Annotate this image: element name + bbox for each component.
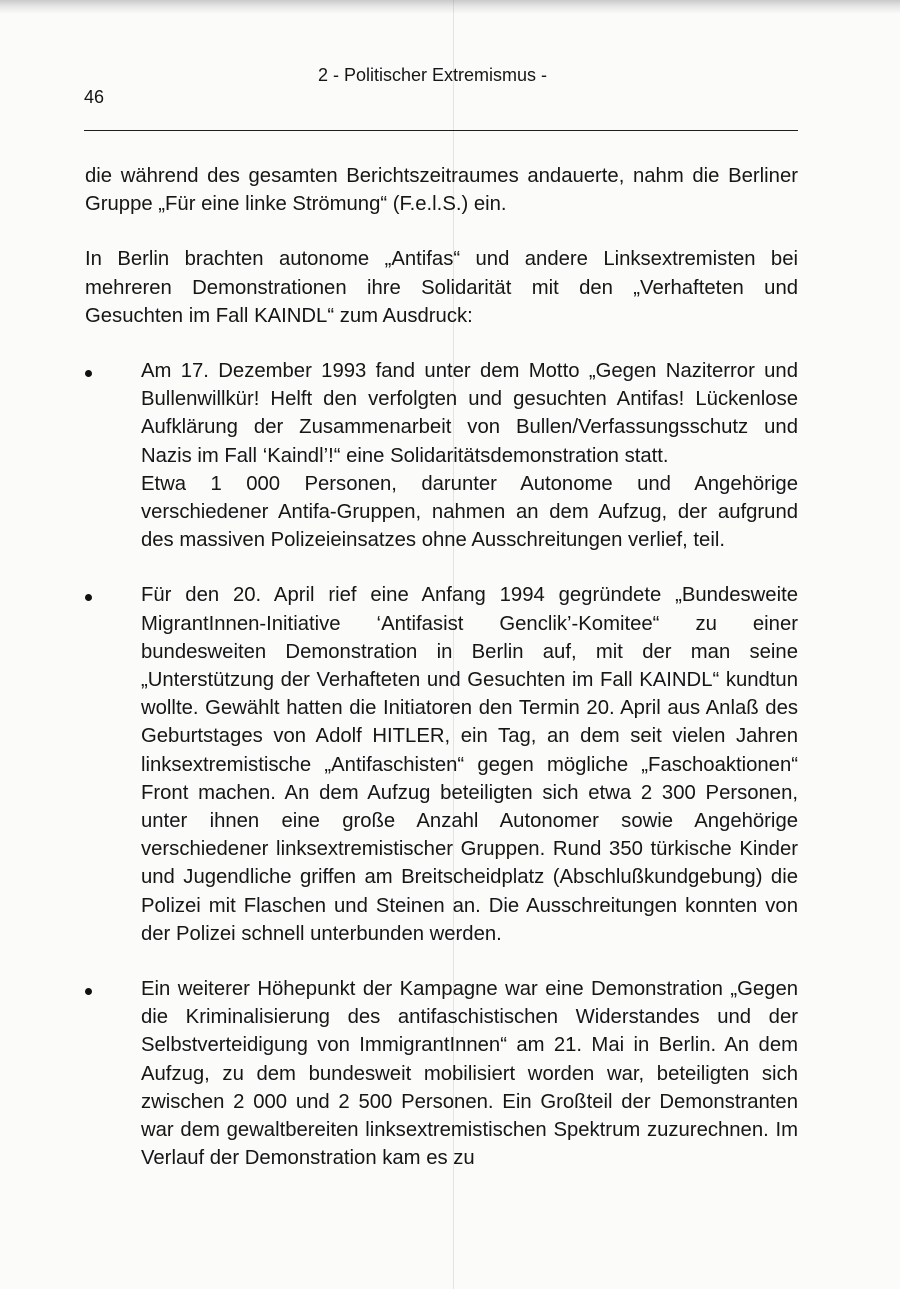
document-body <box>85 162 798 1200</box>
bullet-text: Am 17. Dezember 1993 fand unter dem Motto „Gegen Naziterror und Bullenwillkür! Helft den verfolgten und gesuchten Antifas! Lückenlose Aufklärung der Zusammenarbeit von Bullen/Verfassungsschutz und Nazis im Fall ‘Kaindl’!“ eine Solidaritätsdemonstration statt. <box>141 360 798 467</box>
paragraph-continuation: die während des gesamten Berichtszeitraumes andauerte, nahm die Berliner Gruppe „Für eine linke Strömung“ (F.e.l.S.) ein. <box>85 165 798 216</box>
bullet-item-april-20 <box>85 581 798 948</box>
bullet-text-continuation: Etwa 1 000 Personen, darunter Autonome und Angehörige verschiedener Antifa-Gruppen, nahmen an dem Aufzug, der aufgrund des massiven Polizeieinsatzes ohne Ausschreitungen verlief, teil. <box>141 472 798 552</box>
bullet-item-may-21 <box>85 975 798 1172</box>
bullet-text: Für den 20. April rief eine Anfang 1994 gegründete „Bundesweite MigrantInnen-Initiative ‘Antifasist Genclik’-Komitee“ zu einer bundesweiten Demonstration in Berlin auf, mit der man seine „Unterstützung der Verhafteten und Gesuchten im Fall KAINDL“ kundtun wollte. Gewählt hatten die Initiatoren den Termin 20. April aus Anlaß des Geburtstages von Adolf HITLER, ein Tag, an dem seit vielen Jahren linksextremistische „Antifaschisten“ gegen mögliche „Faschoaktionen“ Front machen. An dem Aufzug beteiligten sich etwa 2 300 Personen, unter ihnen eine große Anzahl Autonomer sowie Angehörige verschiedener linksextremistischer Gruppen. Rund 350 türkische Kinder und Jugendliche griffen am Breitscheidplatz (Abschlußkundgebung) die Polizei mit Flaschen und Steinen an. Die Ausschreitungen konnten von der Polizei schnell unterbunden werden. <box>141 584 798 945</box>
bullet-text: Ein weiterer Höhepunkt der Kampagne war eine Demonstration „Gegen die Kriminalisierung des antifaschistischen Widerstandes und der Selbstverteidigung von ImmigrantInnen“ am 21. Mai in Berlin. An dem Aufzug, zu dem bundesweit mobilisiert worden war, beteiligten sich zwischen 2 000 und 2 500 Personen. Ein Großteil der Demonstranten war dem gewaltbereiten linksextremistischen Spektrum zuzurechnen. Im Verlauf der Demonstration kam es zu <box>141 978 798 1170</box>
bullet-icon <box>85 594 92 601</box>
bullet-icon <box>85 988 92 995</box>
bullet-item-december-1993 <box>85 357 798 554</box>
bullet-icon <box>85 370 92 377</box>
page-number: 46 <box>84 87 105 107</box>
running-header-title: 2 - Politischer Extremismus - <box>318 65 548 85</box>
paragraph-intro: In Berlin brachten autonome „Antifas“ und andere Linksextremisten bei mehreren Demonstrationen ihre Solidarität mit den „Verhafteten und Gesuchten im Fall KAINDL“ zum Ausdruck: <box>85 248 798 327</box>
header-divider <box>84 130 798 131</box>
scan-edge-shadow <box>0 0 900 14</box>
